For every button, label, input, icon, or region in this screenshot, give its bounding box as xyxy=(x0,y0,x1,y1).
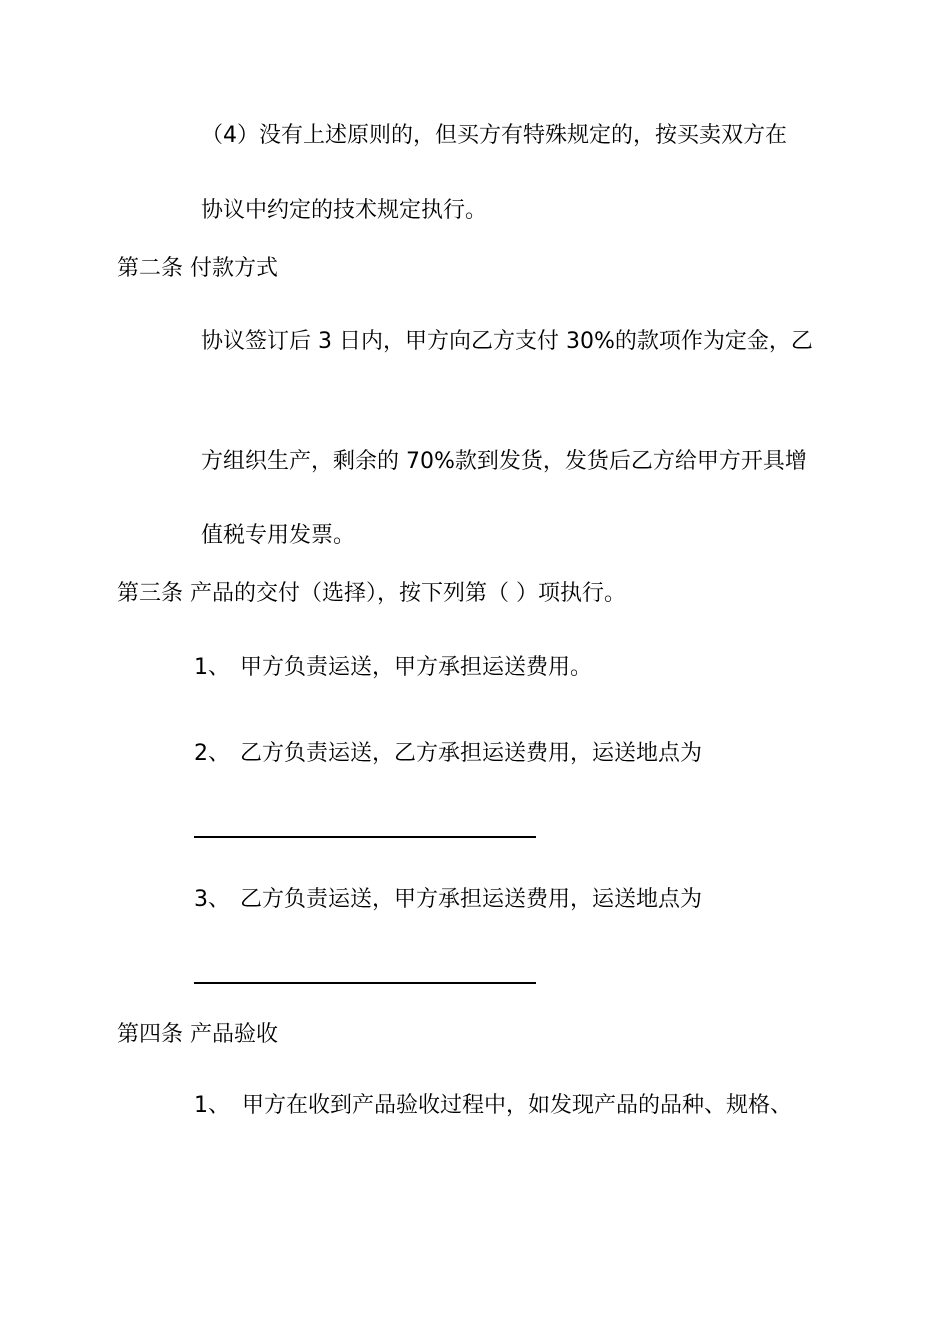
clause2-body-line3: 值税专用发票。 xyxy=(201,523,356,548)
clause3-heading: 第三条 产品的交付（选择），按下列第（ ）项执行。 xyxy=(117,581,626,606)
clause4-item1-text: 甲方在收到产品验收过程中，如发现产品的品种、规格、 xyxy=(242,1093,793,1118)
clause1-item4-line2: 协议中约定的技术规定执行。 xyxy=(201,198,488,223)
clause3-option1-number: 1、 xyxy=(194,655,230,680)
clause3-option2-text: 乙方负责运送，乙方承担运送费用，运送地点为 xyxy=(240,741,703,766)
clause2-body-line1: 协议签订后 3 日内，甲方向乙方支付 30%的款项作为定金，乙 xyxy=(201,329,813,354)
clause4-heading: 第四条 产品验收 xyxy=(117,1022,278,1047)
clause3-option1-text: 甲方负责运送，甲方承担运送费用。 xyxy=(240,655,593,680)
clause2-heading: 第二条 付款方式 xyxy=(117,256,278,281)
clause4-item1-number: 1、 xyxy=(194,1093,230,1118)
clause3-option2-number: 2、 xyxy=(194,741,230,766)
clause3-option3-blank-line xyxy=(194,982,536,984)
clause3-option3-text: 乙方负责运送，甲方承担运送费用，运送地点为 xyxy=(240,887,703,912)
clause2-body-line2: 方组织生产，剩余的 70%款到发货，发货后乙方给甲方开具增 xyxy=(201,449,807,474)
clause1-item4-line1: （4）没有上述原则的，但买方有特殊规定的，按买卖双方在 xyxy=(201,123,787,148)
clause3-option3-number: 3、 xyxy=(194,887,230,912)
clause3-option2-blank-line xyxy=(194,836,536,838)
